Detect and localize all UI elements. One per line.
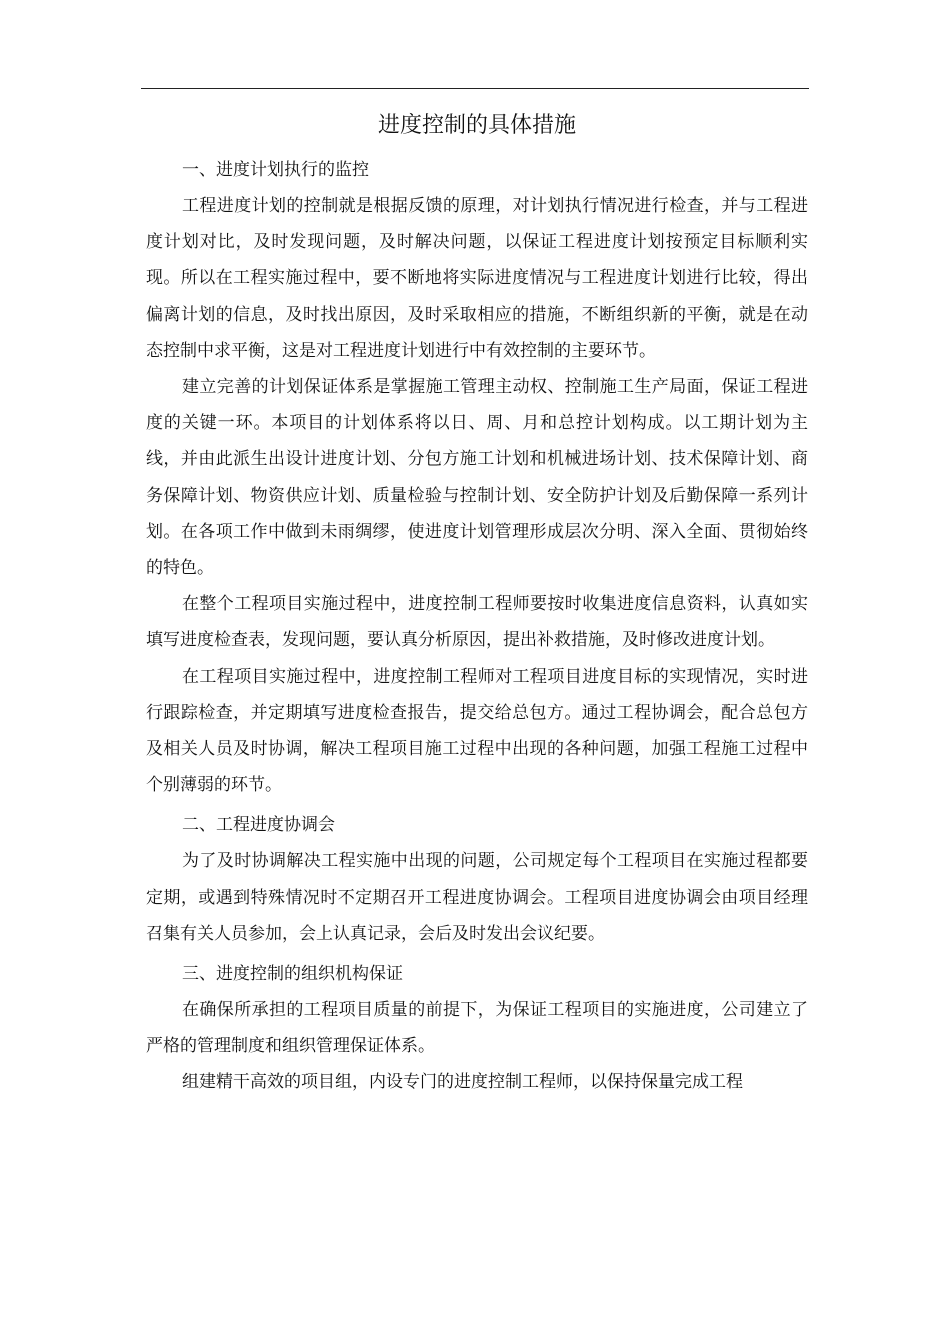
paragraph-3: 在整个工程项目实施过程中，进度控制工程师要按时收集进度信息资料，认真如实填写进度检查表，发现问题，要认真分析原因，提出补救措施，及时修改进度计划。 — [146, 594, 808, 651]
section-heading-3: 三、进度控制的组织机构保证 — [182, 964, 403, 985]
section-heading-1: 一、进度计划执行的监控 — [182, 160, 369, 180]
paragraph-2: 建立完善的计划保证体系是掌握施工管理主动权、控制施工生产局面，保证工程进度的关键一环。本项目的计划体系将以日、周、月和总控计划构成。以工期计划为主线，并由此派生出设计进度计划、分包方施工计划和机械进场计划、技术保障计划、商务保障计划、物资供应计划、质量检验与控制计划、安全防护计划及后勤保障一系列计划。在各项工作中做到未雨绸缪，使进度计划管理形成层次分明、深入全面、贯彻始终的特色。 — [146, 377, 808, 579]
paragraph-7: 组建精干高效的项目组，内设专门的进度控制工程师，以保持保量完成工程 — [182, 1072, 743, 1093]
header-rule — [141, 88, 809, 89]
document-title: 进度控制的具体措施 — [377, 113, 576, 138]
paragraph-5: 为了及时协调解决工程实施中出现的问题，公司规定每个工程项目在实施过程都要定期，或遇到特殊情况时不定期召开工程进度协调会。工程项目进度协调会由项目经理召集有关人员参加，会上认真记录，会后及时发出会议纪要。 — [146, 851, 808, 944]
paragraph-6: 在确保所承担的工程项目质量的前提下，为保证工程项目的实施进度，公司建立了严格的管理制度和组织管理保证体系。 — [146, 1000, 808, 1057]
paragraph-1: 工程进度计划的控制就是根据反馈的原理，对计划执行情况进行检查，并与工程进度计划对比，及时发现问题，及时解决问题，以保证工程进度计划按预定目标顺利实现。所以在工程实施过程中，要不断地将实际进度情况与工程进度计划进行比较，得出偏离计划的信息，及时找出原因，及时采取相应的措施，不断组织新的平衡，就是在动态控制中求平衡，这是对工程进度计划进行中有效控制的主要环节。 — [146, 196, 808, 361]
document-body — [146, 104, 808, 1101]
paragraph-4: 在工程项目实施过程中，进度控制工程师对工程项目进度目标的实现情况，实时进行跟踪检查，并定期填写进度检查报告，提交给总包方。通过工程协调会，配合总包方及相关人员及时协调，解决工程项目施工过程中出现的各种问题，加强工程施工过程中个别薄弱的环节。 — [146, 666, 808, 796]
section-heading-2: 二、工程进度协调会 — [182, 815, 335, 836]
